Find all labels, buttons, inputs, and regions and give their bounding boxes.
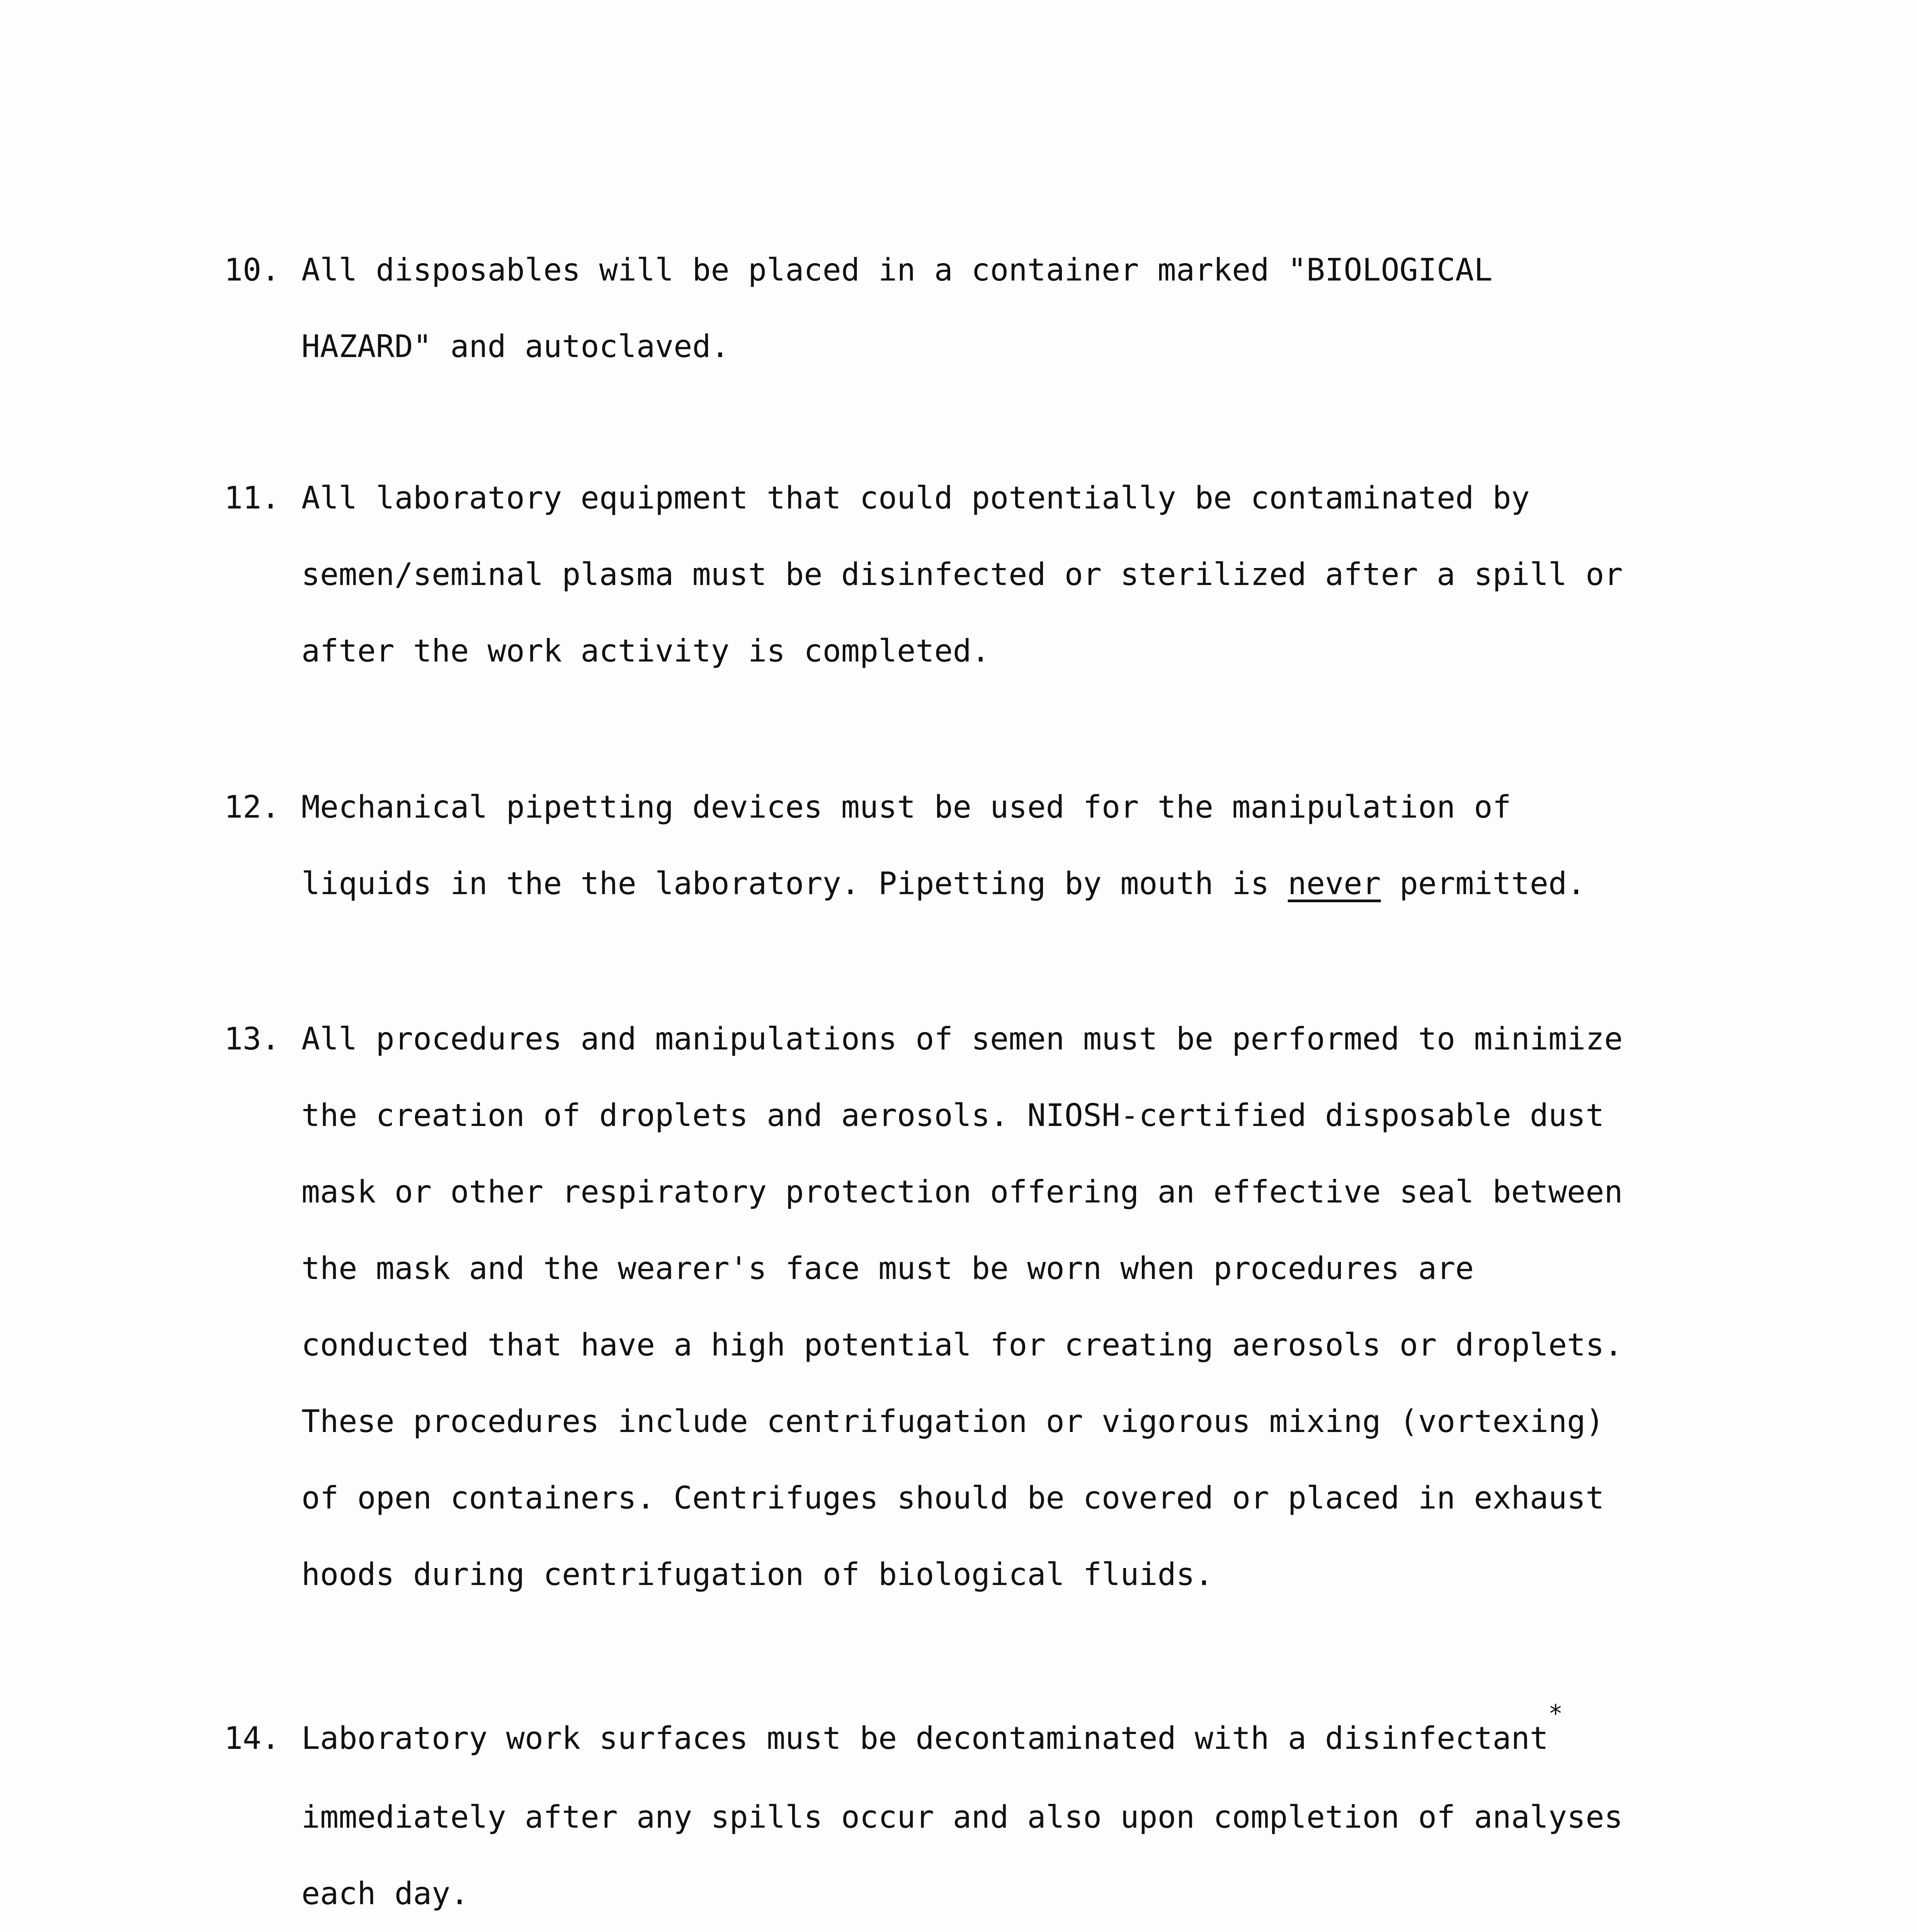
text-line: each day. <box>301 1876 469 1912</box>
item-number: 12. <box>224 789 280 825</box>
text-segment: permitted. <box>1381 866 1586 901</box>
text-line: All disposables will be placed in a container marked "BIOLOGICAL <box>301 252 1493 288</box>
item-text <box>301 1700 1692 1932</box>
item-text <box>301 1001 1692 1613</box>
text-line: These procedures include centrifugation or vigorous mixing (vortexing) <box>301 1403 1604 1439</box>
text-line: semen/seminal plasma must be disinfected or sterilized after a spill or <box>301 556 1623 592</box>
item-number: 14. <box>224 1720 280 1756</box>
item-text <box>301 460 1692 689</box>
text-line: HAZARD" and autoclaved. <box>301 328 730 364</box>
text-line: conducted that have a high potential for creating aerosols or droplets. <box>301 1327 1623 1363</box>
item-number: 10. <box>224 252 280 288</box>
text-segment: liquids in the the laboratory. Pipetting by mouth is <box>301 866 1288 901</box>
text-line: the creation of droplets and aerosols. NIOSH-certified disposable dust <box>301 1097 1604 1133</box>
underlined-word: never <box>1288 866 1381 901</box>
text-line: the mask and the wearer's face must be worn when procedures are <box>301 1250 1474 1286</box>
text-line: after the work activity is completed. <box>301 633 990 669</box>
text-line <box>301 845 1692 922</box>
item-text <box>301 769 1692 922</box>
text-line: All procedures and manipulations of semen must be performed to minimize <box>301 1021 1623 1057</box>
text-segment: Laboratory work surfaces must be decontaminated with a disinfectant <box>301 1720 1548 1756</box>
text-line: immediately after any spills occur and also upon completion of analyses <box>301 1799 1623 1835</box>
text-line: Mechanical pipetting devices must be used for the manipulation of <box>301 789 1511 825</box>
item-number: 13. <box>224 1021 280 1057</box>
text-line: All laboratory equipment that could potentially be contaminated by <box>301 480 1530 516</box>
text-line: mask or other respiratory protection offering an effective seal between <box>301 1174 1623 1210</box>
text-line <box>301 1700 1692 1779</box>
item-number: 11. <box>224 480 280 516</box>
text-line: hoods during centrifugation of biological fluids. <box>301 1556 1214 1592</box>
text-line: of open containers. Centrifuges should be covered or placed in exhaust <box>301 1480 1604 1516</box>
footnote-marker: * <box>1548 1699 1563 1728</box>
item-text <box>301 232 1692 385</box>
